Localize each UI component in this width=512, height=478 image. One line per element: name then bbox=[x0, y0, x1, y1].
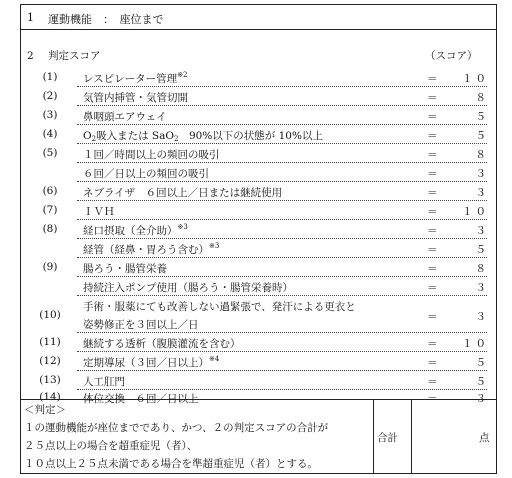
row-score: １０ bbox=[462, 206, 489, 218]
score-header: （スコア） bbox=[425, 50, 478, 62]
equals-sign: ＝ bbox=[427, 111, 438, 123]
row-label: 手術・服薬にても改善しない過緊張で、発汗による更衣と bbox=[83, 301, 356, 313]
row-label: ６回／日以上の頻回の吸引 bbox=[83, 168, 209, 180]
row-score: ３ bbox=[475, 393, 489, 405]
row-number: (2) bbox=[42, 90, 58, 102]
row-label: 定期導尿（３回／日以上）$^{※4}$ bbox=[83, 354, 220, 369]
row-score: ５ bbox=[475, 111, 489, 123]
points-label: 点 bbox=[479, 432, 490, 444]
row-number: (5) bbox=[42, 147, 58, 159]
equals-sign: ＝ bbox=[427, 225, 438, 237]
row-score: １０ bbox=[462, 73, 489, 85]
note-mark: ※4 bbox=[209, 354, 220, 363]
row-number: (3) bbox=[42, 109, 58, 121]
row-label: ＩＶＨ bbox=[83, 206, 115, 218]
row-label: $O_2$吸入または SaO$_2$ 90%以下の状態が 10%以上 bbox=[83, 130, 323, 143]
row-score: ３ bbox=[475, 225, 489, 237]
equals-sign: ＝ bbox=[427, 357, 438, 369]
row-number: (11) bbox=[39, 336, 61, 348]
row-label: 体位交換 ６回／日以上 bbox=[83, 393, 199, 405]
row-label: 鼻咽頭エアウェイ bbox=[83, 111, 167, 123]
note-mark: ※3 bbox=[209, 241, 220, 250]
row-score: ３ bbox=[475, 311, 489, 323]
row-number: (13) bbox=[39, 374, 61, 386]
row-label: １回／時間以上の頻回の吸引 bbox=[83, 149, 220, 161]
row-score: ５ bbox=[475, 357, 489, 369]
equals-sign: ＝ bbox=[427, 168, 438, 180]
section1-number: 1 bbox=[27, 11, 34, 24]
row-score: ３ bbox=[475, 187, 489, 199]
judgement-line: １０点以上２５点未満である場合を準超重症児（者）とする。 bbox=[24, 458, 318, 470]
equals-sign: ＝ bbox=[427, 376, 438, 388]
judgement-line: １の運動機能が座位までであり、かつ、２の判定スコアの合計が bbox=[24, 422, 329, 434]
row-score: ５ bbox=[475, 244, 489, 256]
equals-sign: ＝ bbox=[427, 393, 438, 405]
equals-sign: ＝ bbox=[427, 73, 438, 85]
equals-sign: ＝ bbox=[427, 338, 438, 350]
row-label: 腸ろう・腸管栄養 bbox=[83, 263, 167, 275]
row-number: (10) bbox=[39, 309, 61, 321]
section2-title: 判定スコア bbox=[48, 50, 101, 62]
equals-sign: ＝ bbox=[427, 92, 438, 104]
equals-sign: ＝ bbox=[427, 263, 438, 275]
score-sheet bbox=[20, 4, 497, 474]
row-label: ネブライザ ６回以上／日または継続使用 bbox=[83, 187, 283, 199]
row-score: ３ bbox=[475, 168, 489, 180]
row-number: (6) bbox=[42, 185, 58, 197]
equals-sign: ＝ bbox=[427, 206, 438, 218]
row-number: (4) bbox=[42, 128, 58, 140]
row-number: (9) bbox=[42, 261, 58, 273]
row-score: ８ bbox=[475, 149, 489, 161]
row-score: １０ bbox=[462, 338, 489, 350]
motor-function-row bbox=[21, 5, 496, 30]
row-score: ８ bbox=[475, 263, 489, 275]
equals-sign: ＝ bbox=[427, 244, 438, 256]
section1-text: 運動機能 ： 座位まで bbox=[48, 13, 164, 26]
row-label-cont: 姿勢修正を３回以上／日 bbox=[83, 319, 199, 331]
judgement-box bbox=[21, 399, 496, 474]
section2-number: 2 bbox=[27, 50, 34, 62]
note-mark: ※2 bbox=[177, 70, 188, 79]
equals-sign: ＝ bbox=[427, 130, 438, 142]
row-score: ５ bbox=[475, 130, 489, 142]
row-label: 人工肛門 bbox=[83, 376, 125, 388]
score-section bbox=[21, 29, 496, 405]
row-number: (7) bbox=[42, 204, 58, 216]
row-label: 経管（経鼻・胃ろう含む）$^{※3}$ bbox=[83, 241, 220, 256]
row-label: 経口摂取（全介助）$^{※3}$ bbox=[83, 222, 188, 237]
equals-sign: ＝ bbox=[427, 187, 438, 199]
row-score: ３ bbox=[475, 282, 489, 294]
row-score: ５ bbox=[475, 376, 489, 388]
equals-sign: ＝ bbox=[427, 282, 438, 294]
total-label: 合計 bbox=[377, 432, 398, 444]
row-number: (12) bbox=[39, 355, 61, 367]
equals-sign: ＝ bbox=[427, 311, 438, 323]
equals-sign: ＝ bbox=[427, 149, 438, 161]
row-score: ８ bbox=[475, 92, 489, 104]
row-number: (1) bbox=[42, 71, 58, 83]
row-number: (14) bbox=[39, 391, 61, 403]
row-label: 持続注入ポンプ使用（腸ろう・腸管栄養時） bbox=[83, 282, 293, 294]
row-label: 気管内挿管・気管切開 bbox=[83, 92, 188, 104]
note-mark: ※3 bbox=[177, 222, 188, 231]
row-label: レスピレーター管理$^{※2}$ bbox=[83, 70, 188, 85]
judgement-line: ２５点以上の場合を超重症児（者）、 bbox=[24, 440, 198, 452]
row-label: 継続する透析（腹膜灌流を含む） bbox=[83, 338, 241, 350]
row-number: (8) bbox=[42, 223, 58, 235]
judgement-title: ＜判定＞ bbox=[24, 404, 66, 416]
